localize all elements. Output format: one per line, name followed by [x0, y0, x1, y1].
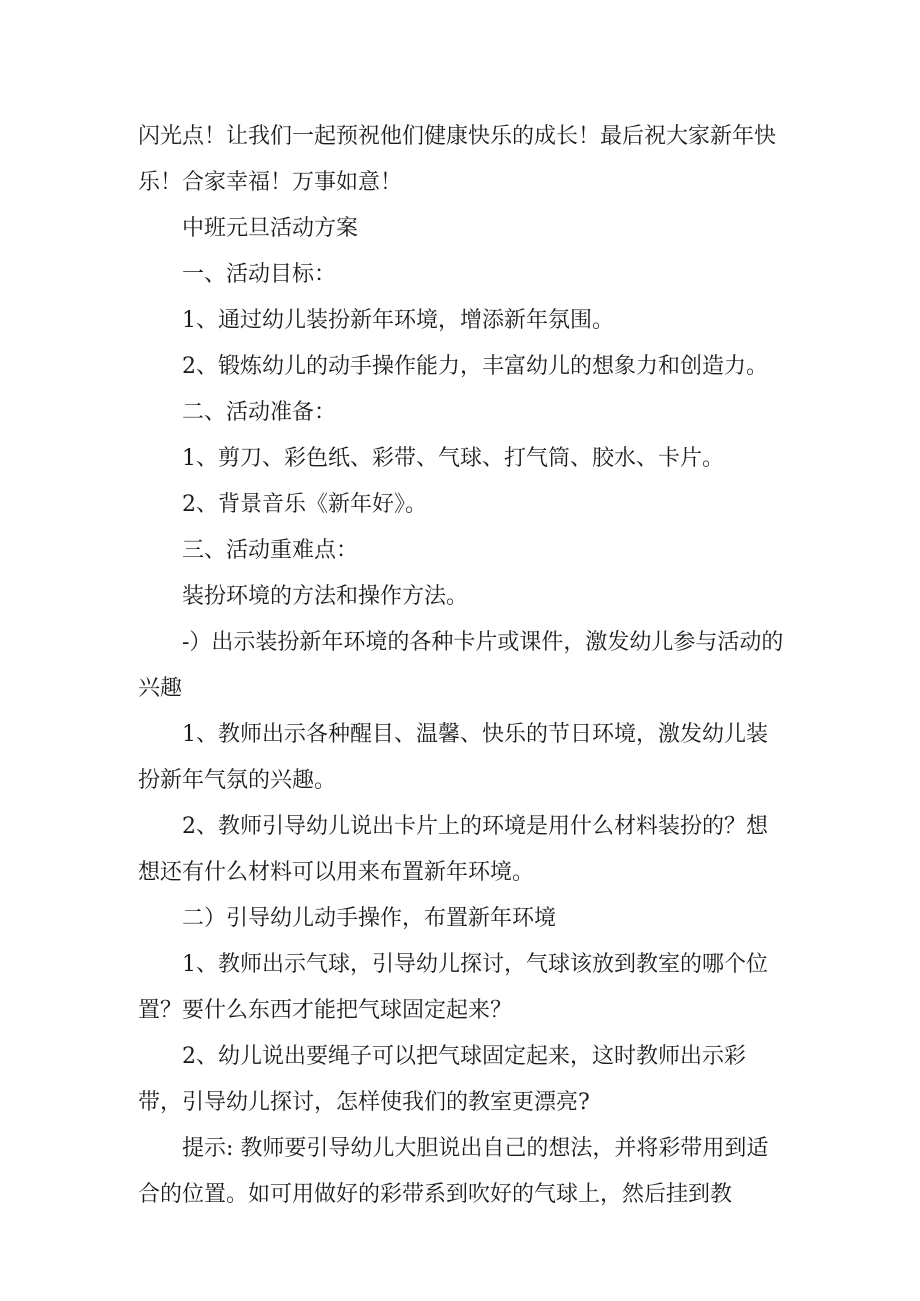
paragraph-13: 2、教师引导幼儿说出卡片上的环境是用什么材料装扮的？想想还有什么材料可以用来布置新年环境。: [138, 814, 768, 885]
paragraph-14: 二）引导幼儿动手操作，布置新年环境: [182, 906, 557, 931]
paragraph-9: 三、活动重难点：: [182, 538, 359, 563]
paragraph-4: 1、通过幼儿装扮新年环境，增添新年氛围。: [182, 308, 614, 333]
paragraph-10: 装扮环境的方法和操作方法。: [182, 584, 469, 609]
paragraph-12: 1、教师出示各种醒目、温馨、快乐的节日环境，激发幼儿装扮新年气氛的兴趣。: [138, 722, 768, 793]
paragraph-8: 2、背景音乐《新年好》。: [182, 492, 427, 517]
paragraph-6: 二、活动准备：: [182, 400, 337, 425]
paragraph-2: 中班元旦活动方案: [182, 216, 359, 241]
paragraph-1: 闪光点！让我们一起预祝他们健康快乐的成长！最后祝大家新年快乐！合家幸福！万事如意！: [138, 124, 777, 195]
paragraph-17: 提示: 教师要引导幼儿大胆说出自己的想法，并将彩带用到适合的位置。如可用做好的彩带系到吹好的气球上，然后挂到教: [138, 1136, 769, 1207]
paragraph-15: 1、教师出示气球，引导幼儿探讨，气球该放到教室的哪个位置？要什么东西才能把气球固定起来？: [138, 952, 768, 1023]
paragraph-3: 一、活动目标：: [182, 262, 337, 287]
paragraph-11: -）出示装扮新年环境的各种卡片或课件，激发幼儿参与活动的兴趣: [138, 630, 784, 701]
paragraph-7: 1、剪刀、彩色纸、彩带、气球、打气筒、胶水、卡片。: [182, 446, 724, 471]
paragraph-16: 2、幼儿说出要绳子可以把气球固定起来，这时教师出示彩带，引导幼儿探讨，怎样使我们的教室更漂亮?: [138, 1044, 746, 1115]
document-body: [138, 114, 788, 1218]
paragraph-5: 2、锻炼幼儿的动手操作能力，丰富幼儿的想象力和创造力。: [182, 354, 768, 379]
